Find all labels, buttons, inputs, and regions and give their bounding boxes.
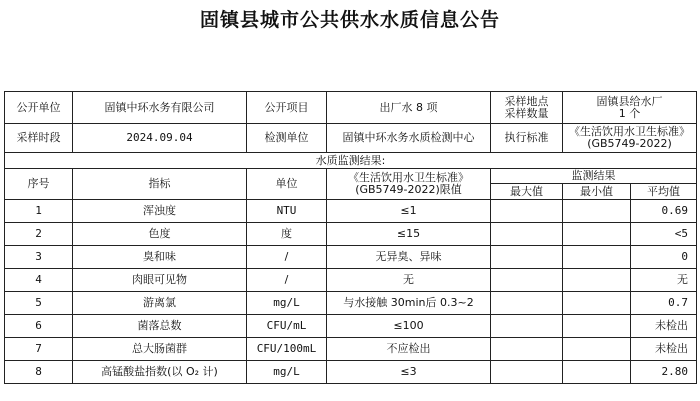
row-avg: 0 xyxy=(631,246,697,269)
row-no: 6 xyxy=(5,315,73,338)
row-avg: 0.69 xyxy=(631,200,697,223)
row-avg: 未检出 xyxy=(631,315,697,338)
row-indicator: 浑浊度 xyxy=(73,200,247,223)
col-max: 最大值 xyxy=(491,184,563,200)
publisher-value: 固镇中环水务有限公司 xyxy=(73,92,247,124)
table-row xyxy=(5,292,697,315)
column-header-row-1 xyxy=(5,169,697,184)
row-unit: / xyxy=(247,246,327,269)
row-avg: 0.7 xyxy=(631,292,697,315)
location-value: 固镇县给水厂 xyxy=(596,94,663,108)
period-label: 采样时段 xyxy=(5,124,73,153)
table-row xyxy=(5,200,697,223)
row-limit: ≤15 xyxy=(327,223,491,246)
row-indicator: 肉眼可见物 xyxy=(73,269,247,292)
item-value: 出厂水 8 项 xyxy=(327,92,491,124)
col-unit: 单位 xyxy=(247,169,327,200)
row-limit: 无异臭、异味 xyxy=(327,246,491,269)
row-max xyxy=(491,223,563,246)
row-min xyxy=(563,315,631,338)
item-label: 公开项目 xyxy=(247,92,327,124)
col-limit-line2: (GB5749-2022)限值 xyxy=(355,183,462,196)
standard-value-line1: 《生活饮用水卫生标准》 xyxy=(569,125,690,138)
row-max xyxy=(491,200,563,223)
row-unit: 度 xyxy=(247,223,327,246)
row-indicator: 游离氯 xyxy=(73,292,247,315)
row-min xyxy=(563,200,631,223)
row-no: 2 xyxy=(5,223,73,246)
location-count-values xyxy=(563,92,697,124)
row-max xyxy=(491,338,563,361)
row-max xyxy=(491,292,563,315)
row-indicator: 菌落总数 xyxy=(73,315,247,338)
info-row-2 xyxy=(5,124,697,153)
col-limit-line1: 《生活饮用水卫生标准》 xyxy=(348,171,469,184)
row-indicator: 色度 xyxy=(73,223,247,246)
row-unit: NTU xyxy=(247,200,327,223)
lab-label: 检测单位 xyxy=(247,124,327,153)
row-avg: 无 xyxy=(631,269,697,292)
row-unit: mg/L xyxy=(247,361,327,384)
row-avg: 未检出 xyxy=(631,338,697,361)
row-min xyxy=(563,361,631,384)
col-limit xyxy=(327,169,491,200)
count-label: 采样数量 xyxy=(504,106,549,120)
col-monitor: 监测结果 xyxy=(491,169,697,184)
table-row xyxy=(5,361,697,384)
row-limit: 无 xyxy=(327,269,491,292)
row-no: 5 xyxy=(5,292,73,315)
row-max xyxy=(491,361,563,384)
col-indicator: 指标 xyxy=(73,169,247,200)
table-row xyxy=(5,246,697,269)
row-indicator: 臭和味 xyxy=(73,246,247,269)
location-count-labels xyxy=(491,92,563,124)
page-title: 固镇县城市公共供水水质信息公告 xyxy=(199,9,500,31)
row-max xyxy=(491,246,563,269)
row-no: 1 xyxy=(5,200,73,223)
info-row-1 xyxy=(5,92,697,124)
water-quality-table xyxy=(4,91,697,384)
row-no: 8 xyxy=(5,361,73,384)
row-limit: ≤1 xyxy=(327,200,491,223)
results-caption: 水质监测结果: xyxy=(5,153,697,169)
period-value: 2024.09.04 xyxy=(73,124,247,153)
row-min xyxy=(563,292,631,315)
row-min xyxy=(563,223,631,246)
row-unit: CFU/mL xyxy=(247,315,327,338)
standard-label: 执行标准 xyxy=(491,124,563,153)
row-min xyxy=(563,338,631,361)
table-row xyxy=(5,223,697,246)
row-min xyxy=(563,269,631,292)
row-unit: CFU/100mL xyxy=(247,338,327,361)
col-avg: 平均值 xyxy=(631,184,697,200)
row-min xyxy=(563,246,631,269)
table-row xyxy=(5,338,697,361)
row-indicator: 高锰酸盐指数(以 O₂ 计) xyxy=(73,361,247,384)
row-limit: 不应检出 xyxy=(327,338,491,361)
row-max xyxy=(491,315,563,338)
row-no: 3 xyxy=(5,246,73,269)
publisher-label: 公开单位 xyxy=(5,92,73,124)
row-limit: ≤100 xyxy=(327,315,491,338)
row-avg: <5 xyxy=(631,223,697,246)
col-no: 序号 xyxy=(5,169,73,200)
row-avg: 2.80 xyxy=(631,361,697,384)
row-unit: / xyxy=(247,269,327,292)
row-limit: 与水接触 30min后 0.3~2 xyxy=(327,292,491,315)
col-min: 最小值 xyxy=(563,184,631,200)
standard-value-line2: (GB5749-2022) xyxy=(587,137,672,150)
row-indicator: 总大肠菌群 xyxy=(73,338,247,361)
location-label: 采样地点 xyxy=(504,94,549,108)
row-limit: ≤3 xyxy=(327,361,491,384)
row-no: 4 xyxy=(5,269,73,292)
row-unit: mg/L xyxy=(247,292,327,315)
count-value: 1 个 xyxy=(618,106,641,120)
table-row xyxy=(5,315,697,338)
table-row xyxy=(5,269,697,292)
row-max xyxy=(491,269,563,292)
standard-value xyxy=(563,124,697,153)
row-no: 7 xyxy=(5,338,73,361)
results-caption-row xyxy=(5,153,697,169)
lab-value: 固镇中环水务水质检测中心 xyxy=(327,124,491,153)
